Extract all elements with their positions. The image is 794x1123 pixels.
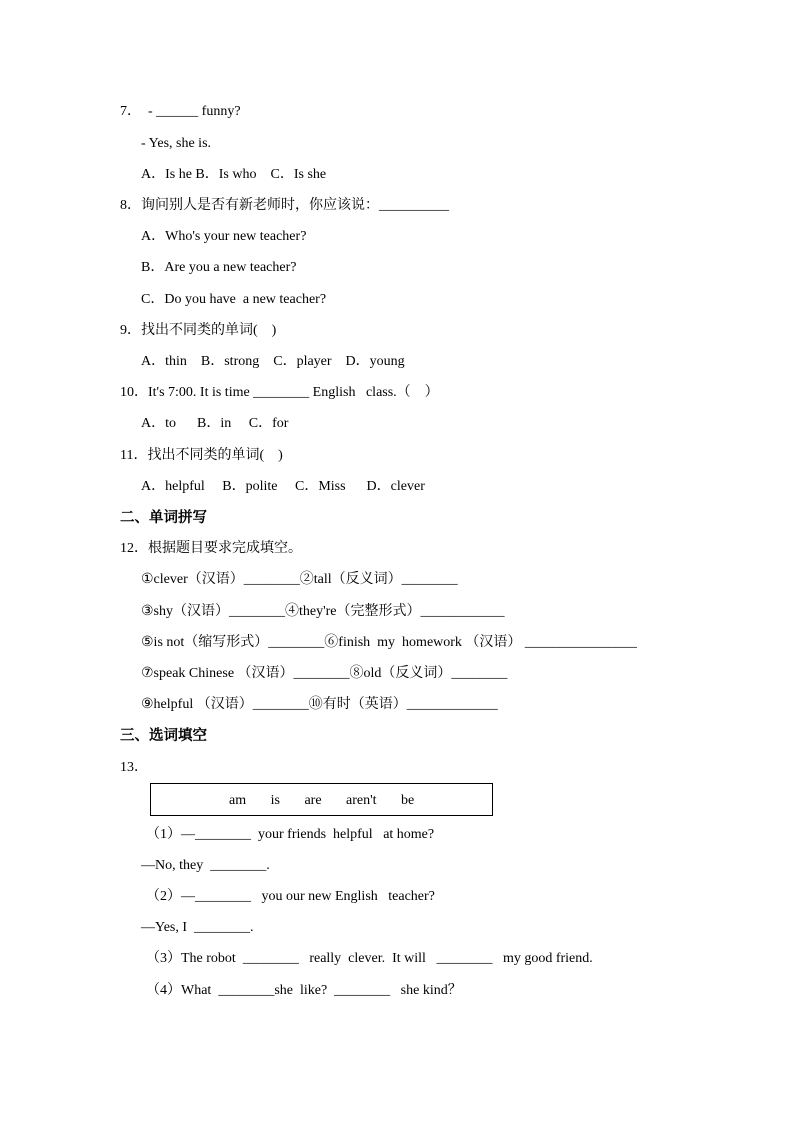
q13-number: 13．	[120, 760, 148, 775]
q12-row-2: ③shy（汉语）________④they're（完整形式）____________	[141, 604, 505, 619]
q9-stem: 9．找出不同类的单词( )	[120, 323, 277, 338]
q7-options: A．Is he B．Is who C．Is she	[141, 167, 327, 182]
q11-stem: 11．找出不同类的单词( )	[120, 448, 283, 463]
section2-title: 二、单词拼写	[120, 510, 207, 526]
q10-stem: 10．It's 7:00. It is time ________ English class.（ ）	[120, 385, 439, 400]
q13-sentence-4: （4）What ________she like? ________ she kind？	[146, 983, 462, 998]
q12-stem: 12．根据题目要求完成填空。	[120, 541, 302, 556]
q8-option-b: B．Are you a new teacher?	[141, 260, 297, 275]
section3-title: 三、选词填空	[120, 728, 207, 744]
q7-stem: 7． - ______ funny?	[120, 104, 241, 119]
q7-reply: - Yes, she is.	[141, 136, 212, 151]
q12-row-5: ⑨helpful （汉语）________⑩有时（英语）_____________	[141, 697, 498, 712]
q13-sentence-2: （2）—________ you our new English teacher?	[146, 889, 435, 904]
q8-stem: 8．询问别人是否有新老师时，你应该说：__________	[120, 198, 449, 213]
q10-options: A．to B．in C．for	[141, 416, 289, 431]
q13-reply-1: —No, they ________.	[141, 858, 270, 873]
q13-sentence-1: （1）—________ your friends helpful at home?	[146, 827, 435, 842]
q8-option-c: C．Do you have a new teacher?	[141, 292, 327, 307]
q9-options: A．thin B．strong C．player D．young	[141, 354, 405, 369]
q12-row-3: ⑤is not（缩写形式）________⑥finish my homework （汉语） ________________	[141, 635, 637, 650]
word-bank-box	[150, 783, 493, 816]
q11-options: A．helpful B．polite C．Miss D．clever	[141, 479, 425, 494]
q12-row-1: ①clever（汉语）________②tall（反义词）________	[141, 572, 458, 587]
word-bank-words: am is are aren't be	[229, 793, 415, 808]
q12-row-4: ⑦speak Chinese （汉语）________⑧old（反义词）________	[141, 666, 508, 681]
q8-option-a: A．Who's your new teacher?	[141, 229, 307, 244]
q13-reply-2: —Yes, I ________.	[141, 920, 254, 935]
q13-sentence-3: （3）The robot ________ really clever. It will ________ my good friend.	[146, 951, 593, 966]
